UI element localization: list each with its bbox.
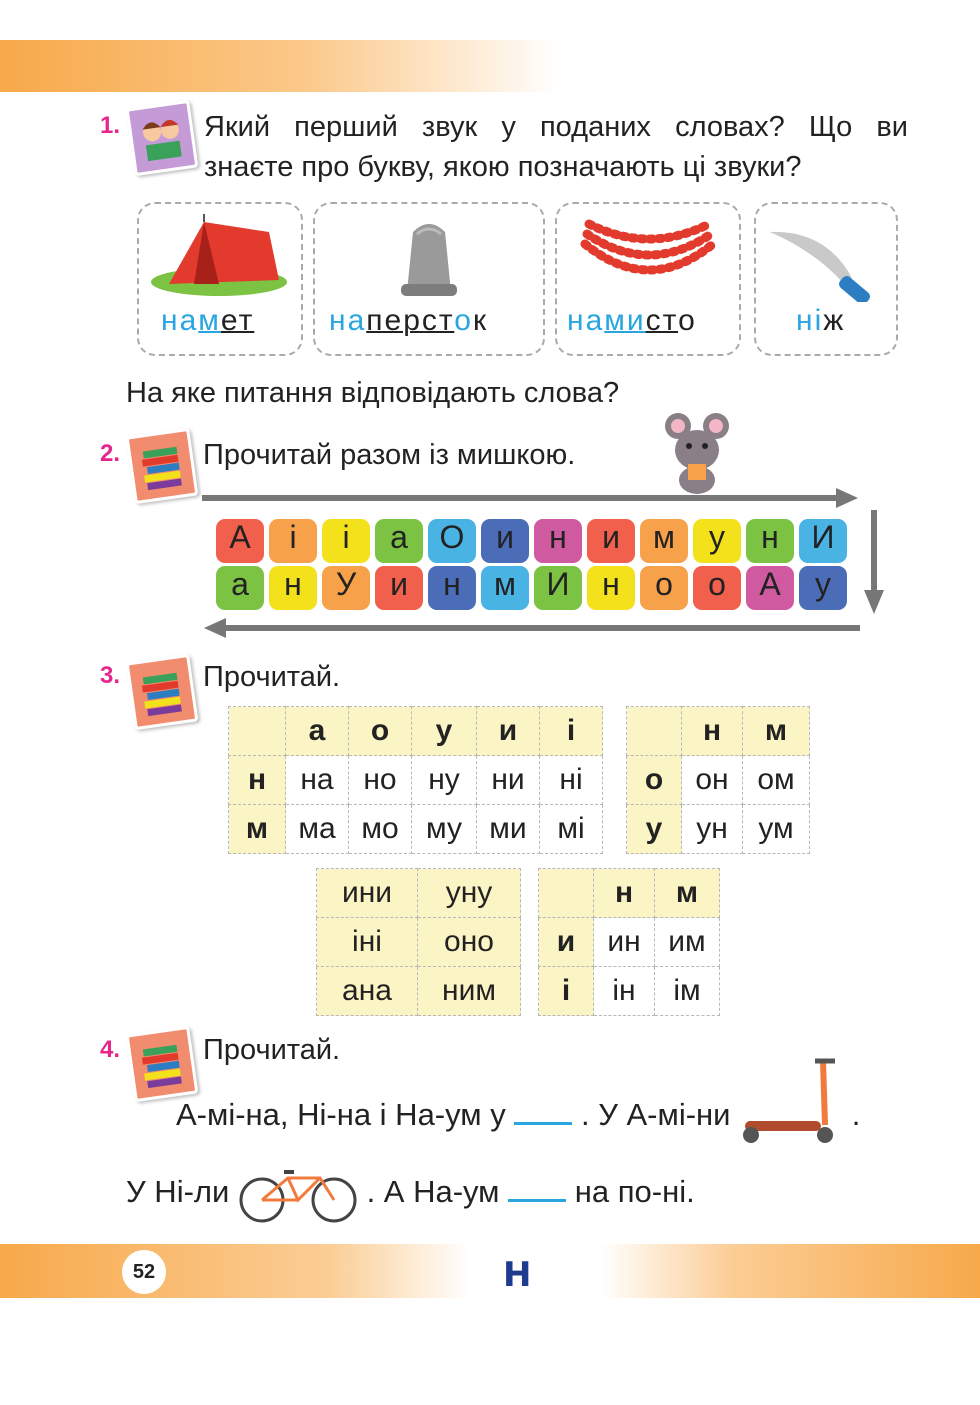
table-cell: у — [627, 805, 682, 854]
task1-line1: Який перший звук у поданих словах? Що ви — [204, 111, 908, 143]
word-part: на — [161, 304, 199, 337]
table-cell: им — [655, 918, 720, 967]
sentence-text: на по-ні. — [574, 1174, 695, 1209]
books-icon — [126, 428, 199, 504]
letter-tile: а — [216, 566, 264, 610]
table-cell — [539, 869, 594, 918]
task4-text: Прочитай. — [203, 1034, 341, 1066]
table-cell: уну — [418, 869, 521, 918]
table-cell: на — [286, 756, 349, 805]
table-cell: а — [286, 707, 349, 756]
word-namet — [161, 304, 254, 338]
table-cell: мо — [349, 805, 412, 854]
letter-tile: О — [428, 519, 476, 563]
task1-text — [204, 107, 908, 187]
task4-sentence-1 — [176, 1094, 860, 1145]
books-icon — [126, 654, 199, 730]
word-part: о — [678, 304, 697, 337]
letter-tiles — [216, 519, 856, 609]
thimble-icon — [393, 214, 465, 300]
word-part: о — [454, 304, 473, 337]
table-cell: ім — [655, 967, 720, 1016]
letter-tile: у — [799, 566, 847, 610]
table-cell: о — [627, 756, 682, 805]
letter-tile: н — [587, 566, 635, 610]
word-nizh — [796, 304, 845, 338]
syllable-table-4 — [538, 868, 720, 1016]
table-cell: мі — [540, 805, 603, 854]
table-cell: н — [229, 756, 286, 805]
task4-sentence-2 — [126, 1164, 695, 1224]
card-naperstok — [313, 202, 545, 356]
letter-tile: н — [746, 519, 794, 563]
table-cell: ом — [743, 756, 810, 805]
table-cell: у — [412, 707, 477, 756]
letter-tile: У — [322, 566, 370, 610]
page-number: 52 — [122, 1250, 166, 1294]
word-part: ж — [823, 304, 846, 337]
necklace-icon — [579, 214, 719, 300]
letter-tile: и — [375, 566, 423, 610]
table-cell: і — [540, 707, 603, 756]
letter-tile: і — [269, 519, 317, 563]
table-cell: ним — [418, 967, 521, 1016]
table-cell: ин — [594, 918, 655, 967]
word-naperstok — [329, 304, 488, 338]
table-cell: ну — [412, 756, 477, 805]
sentence-text: . — [851, 1097, 861, 1132]
table-cell: м — [655, 869, 720, 918]
syllable-table-2 — [626, 706, 810, 854]
letter-tile: и — [587, 519, 635, 563]
bottom-decor-bar-right — [600, 1244, 980, 1298]
word-part: ні — [796, 304, 824, 337]
table-cell: н — [682, 707, 743, 756]
answer-blank-1[interactable] — [514, 1094, 572, 1125]
table-cell: но — [349, 756, 412, 805]
letter-tile: м — [481, 566, 529, 610]
word-part: к — [472, 304, 489, 337]
letter-tile: н — [269, 566, 317, 610]
books-icon — [126, 1026, 199, 1102]
letter-tile: і — [322, 519, 370, 563]
tent-icon — [149, 212, 289, 300]
letter-tile: м — [640, 519, 688, 563]
letter-tile: И — [534, 566, 582, 610]
letter-tile: н — [534, 519, 582, 563]
table-cell: и — [477, 707, 540, 756]
letter-tile: а — [375, 519, 423, 563]
table-cell: ми — [477, 805, 540, 854]
sentence-text: . А На-ум — [366, 1174, 500, 1209]
table-cell: он — [682, 756, 743, 805]
table-cell: и — [539, 918, 594, 967]
bottom-decor-bar-left — [0, 1244, 470, 1298]
bicycle-icon — [238, 1164, 358, 1224]
task2-text: Прочитай разом із мишкою. — [203, 439, 576, 471]
letter-tile: и — [481, 519, 529, 563]
letter-tile: А — [216, 519, 264, 563]
task4-number: 4. — [100, 1036, 121, 1063]
word-part: перст — [366, 304, 455, 337]
table-cell: іні — [317, 918, 418, 967]
table-cell: ін — [594, 967, 655, 1016]
table-cell: ун — [682, 805, 743, 854]
letter-tile: о — [693, 566, 741, 610]
table-cell: ни — [477, 756, 540, 805]
task1-number: 1. — [100, 112, 121, 139]
table-cell: ини — [317, 869, 418, 918]
answer-blank-2[interactable] — [508, 1171, 566, 1202]
publisher-logo: Н — [503, 1255, 532, 1295]
children-reading-icon — [126, 100, 199, 176]
table-cell: і — [539, 967, 594, 1016]
syllable-table-3 — [316, 868, 521, 1016]
card-namet — [137, 202, 303, 356]
table-cell: ні — [540, 756, 603, 805]
table-cell: н — [594, 869, 655, 918]
letter-tile: у — [693, 519, 741, 563]
task1-question: На яке питання відповідають слова? — [126, 377, 620, 409]
word-part: на — [329, 304, 367, 337]
sentence-text: У Ні-ли — [126, 1174, 230, 1209]
word-part: на — [567, 304, 605, 337]
task3-number: 3. — [100, 662, 121, 689]
word-part: ми — [604, 304, 646, 337]
sentence-text: А-мі-на, Ні-на і На-ум у — [176, 1097, 506, 1132]
task2-number: 2. — [100, 440, 121, 467]
word-part: м — [198, 304, 221, 337]
task3-text: Прочитай. — [203, 661, 341, 693]
word-namysto — [567, 304, 697, 338]
syllable-table-1 — [228, 706, 603, 854]
table-cell — [229, 707, 286, 756]
card-namysto — [555, 202, 741, 356]
table-cell: ма — [286, 805, 349, 854]
table-cell: ана — [317, 967, 418, 1016]
scooter-icon — [739, 1055, 843, 1145]
table-cell: м — [743, 707, 810, 756]
task1-line2: знаєте про букву, якою позначають ці звуки? — [204, 151, 802, 183]
table-cell: о — [349, 707, 412, 756]
word-part: ет — [220, 304, 255, 337]
word-part: ст — [645, 304, 679, 337]
letter-tile: о — [640, 566, 688, 610]
knife-icon — [766, 222, 886, 302]
card-nizh — [754, 202, 898, 356]
table-cell — [627, 707, 682, 756]
top-decor-bar — [0, 40, 560, 92]
letter-tile: И — [799, 519, 847, 563]
table-cell: оно — [418, 918, 521, 967]
table-cell: ум — [743, 805, 810, 854]
table-cell: му — [412, 805, 477, 854]
sentence-text: . У А-мі-ни — [580, 1097, 731, 1132]
letter-tile: н — [428, 566, 476, 610]
table-cell: м — [229, 805, 286, 854]
letter-tile: А — [746, 566, 794, 610]
